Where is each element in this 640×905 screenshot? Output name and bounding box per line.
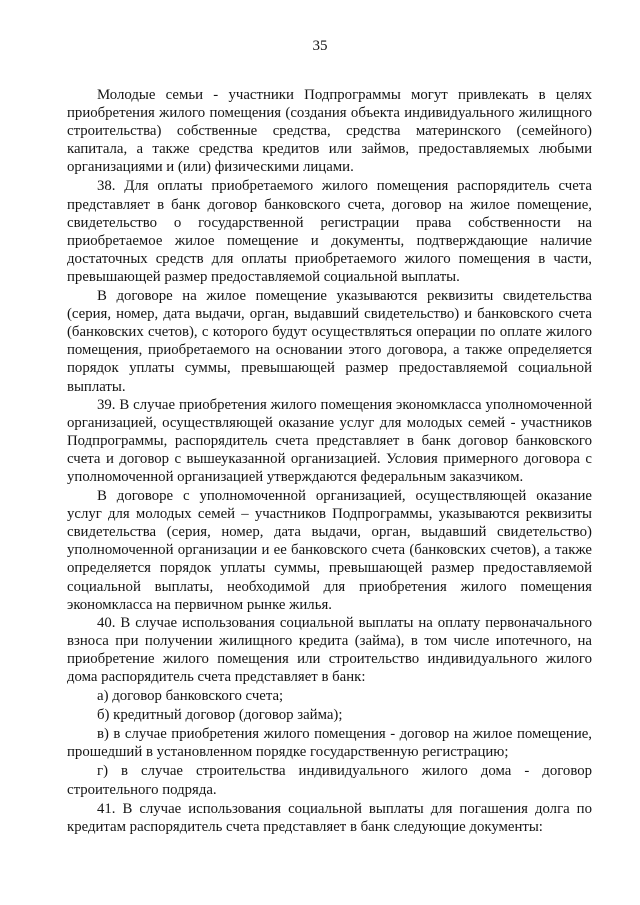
document-body (67, 86, 592, 836)
list-item-a: а) договор банковского счета; (97, 688, 284, 705)
paragraph-39: 39. В случае приобретения жилого помещения экономкласса уполномоченной организацией, осуществляющей оказание услуг для молодых семей - участников Подпрограммы, распорядитель счета представляет в банк договор банковского счета и договор с вышеуказанной организацией. Условия примерного договора с уполномоченной организацией утверждаются федеральным заказчиком. (67, 396, 592, 485)
paragraph-38: 38. Для оплаты приобретаемого жилого помещения распорядитель счета представляет в банк договор банковского счета, договор на жилое помещение, свидетельство о государственной регистрации права собственности на приобретаемое жилое помещение и документы, подтверждающие наличие достаточных средств для оплаты приобретаемого жилого помещения в части, превышающей размер предоставляемой социальной выплаты. (67, 178, 592, 285)
paragraph-38-contract-details: В договоре на жилое помещение указываются реквизиты свидетельства (серия, номер, дата выдачи, орган, выдавший свидетельство) и банковского счета (банковских счетов), с которого будут осуществляться операции по оплате жилого помещения, приобретаемого на основании этого договора, а также определяется порядок уплаты суммы, превышающей размер предоставляемой социальной выплаты. (67, 288, 592, 395)
paragraph-39-contract-details: В договоре с уполномоченной организацией, осуществляющей оказание услуг для молодых семей – участников Подпрограммы, указываются реквизиты свидетельства (серия, номер, дата выдачи, орган, выдавший свидетельство) уполномоченной организации и ее банковского счета (банковских счетов), а также определяется порядок уплаты суммы, превышающей размер предоставляемой социальной выплаты, необходимой для приобретения жилого помещения экономкласса на первичном рынке жилья. (67, 488, 592, 613)
list-item-v: в) в случае приобретения жилого помещения - договор на жилое помещение, прошедший в установленном порядке государственную регистрацию; (67, 726, 592, 761)
list-item-b: б) кредитный договор (договор займа); (97, 707, 343, 724)
page-number: 35 (312, 38, 328, 54)
paragraph-41: 41. В случае использования социальной выплаты для погашения долга по кредитам распорядитель счета представляет в банк следующие документы: (67, 800, 592, 835)
paragraph-40: 40. В случае использования социальной выплаты на оплату первоначального взноса при получении жилищного кредита (займа), в том числе ипотечного, на приобретение жилого помещения или строительство индивидуального жилого дома распорядитель счета представляет в банк: (67, 614, 592, 685)
list-item-g: г) в случае строительства индивидуального жилого дома - договор строительного подряда. (67, 763, 592, 798)
paragraph-own-funds: Молодые семьи - участники Подпрограммы могут привлекать в целях приобретения жилого помещения (создания объекта индивидуального жилищного строительства) собственные средства, средства материнского (семейного) капитала, а также средства кредитов или займов, предоставляемых любыми организациями и (или) физическими лицами. (67, 87, 592, 176)
